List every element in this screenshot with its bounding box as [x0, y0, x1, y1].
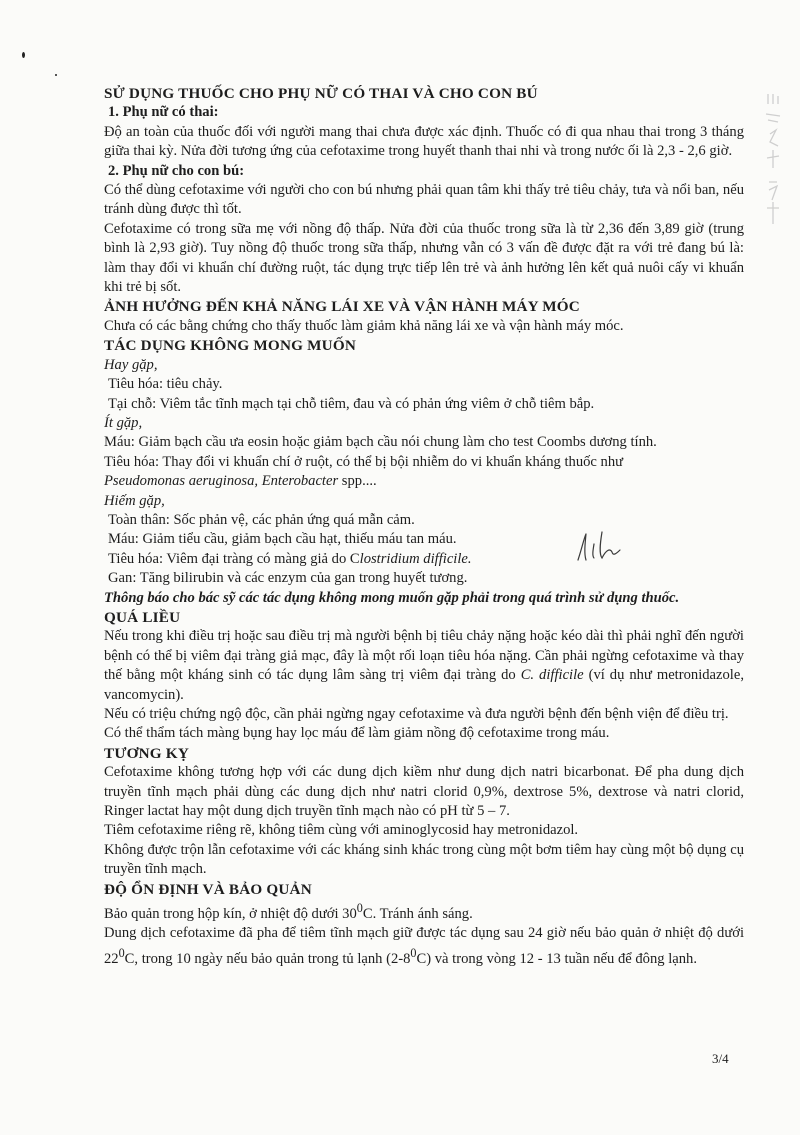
bacteria-spp: spp.... — [338, 473, 377, 490]
paragraph-driving: Chưa có các bằng chứng cho thấy thuốc làm giảm khả năng lái xe và vận hành máy móc. — [104, 317, 624, 334]
solution-text-b: C, trong 10 ngày nếu bảo quản trong tủ lạnh (2-8 — [124, 950, 411, 967]
effect-common-gi: Tiêu hóa: tiêu chảy. — [108, 376, 223, 393]
paragraph-overdose-dialysis: Có thể thẩm tách màng bụng hay lọc máu để làm giảm nồng độ cefotaxime trong máu. — [104, 725, 610, 742]
storage-text-a: Bảo quản trong hộp kín, ở nhiệt độ dưới 30 — [104, 905, 357, 922]
overdose-text-c: (ví dụ như metronidazole, vancomycin). — [104, 667, 744, 703]
margin-stamp-faint — [760, 90, 786, 230]
bacteria-names: Pseudomonas aeruginosa, Enterobacter — [104, 473, 339, 490]
overdose-text-a: Nếu trong khi điều trị hoặc sau điều trị mà người bệnh bị tiêu chảy nặng hoặc kéo dài thì phải nghĩ đến người bệnh có thể bị viêm đại tràng giả mạc, đây là một rối loạn tiêu hóa nặng. Cần phải ngừng cefotaxime và thay thế bằng một kháng sinh có tác dụng lâm sàng trị viêm đại tràng do — [104, 628, 744, 684]
effect-rare-gi — [104, 550, 744, 569]
paragraph-pregnancy-safety: Độ an toàn của thuốc đối với người mang thai chưa được xác định. Thuốc có đi qua nhau thai trong 3 tháng giữa thai kỳ. Nửa đời tương ứng của cefotaxime trong huyết thanh thai nhi và trong nước ối là 2,3 - 2,6 giờ. — [104, 123, 744, 160]
solution-text-a: Dung dịch cefotaxime đã pha để tiêm tĩnh mạch giữ được tác dụng sau 24 giờ nếu bảo quản ở nhiệt độ dưới 22 — [104, 925, 744, 967]
handwritten-initials — [572, 530, 624, 566]
section-heading-adverse-effects: TÁC DỤNG KHÔNG MONG MUỐN — [104, 337, 357, 355]
frequency-common: Hay gặp, — [104, 356, 158, 373]
paragraph-storage-conditions — [104, 899, 744, 924]
frequency-uncommon: Ít gặp, — [104, 414, 143, 431]
paragraph-breast-milk: Cefotaxime có trong sữa mẹ với nồng độ thấp. Nửa đời của thuốc trong sữa là từ 2,36 đến 3,89 giờ (trung bình là 2,93 giờ). Tuy nồng độ thuốc trong sữa thấp, nhưng vẫn có 3 vấn đề được đặt ra với trẻ đang bú là: làm thay đổi vi khuẩn chí đường ruột, tác dụng trực tiếp lên trẻ và ảnh hưởng lên kết quả nuôi cấy vi khuẩn khi trẻ bị sốt. — [104, 220, 744, 296]
paragraph-storage-solution — [104, 924, 744, 969]
paragraph-incompat-alkaline: Cefotaxime không tương hợp với các dung dịch kiềm như dung dịch natri bicarbonat. Để pha dung dịch truyền tĩnh mạch phải dùng các dung dịch như natri clorid 0,9%, dextrose 5%, dextrose và natri clorid, Ringer lactat hay một dung dịch truyền tĩnh mạch nào có pH từ 5 – 7. — [104, 764, 744, 820]
effect-rare-blood: Máu: Giảm tiểu cầu, giảm bạch cầu hạt, thiếu máu tan máu. — [108, 531, 457, 548]
paragraph-overdose-colitis — [104, 627, 744, 705]
section-heading-storage: ĐỘ ỔN ĐỊNH VÀ BẢO QUẢN — [104, 880, 312, 898]
section-heading-driving: ẢNH HƯỞNG ĐẾN KHẢ NĂNG LÁI XE VÀ VẬN HÀNH MÁY MÓC — [104, 298, 580, 316]
c-difficile-name: C. difficile — [520, 667, 584, 684]
solution-text-c: C) và trong vòng 12 - 13 tuần nếu để đông lạnh. — [416, 950, 697, 967]
clostridium-name: lostridium difficile. — [359, 550, 472, 567]
scan-speck — [55, 74, 57, 76]
degree-sup-2: 0 — [410, 945, 417, 960]
section-heading-overdose: QUÁ LIỀU — [104, 608, 181, 626]
frequency-rare: Hiếm gặp, — [104, 492, 165, 509]
page-number: 3/4 — [712, 1051, 729, 1066]
effect-rare-gi-text: Tiêu hóa: Viêm đại tràng có màng giả do C — [108, 550, 360, 567]
scan-speck — [22, 52, 25, 58]
effect-uncommon-blood: Máu: Giảm bạch cầu ưa eosin hoặc giảm bạch cầu nói chung làm cho test Coombs dương tính. — [104, 434, 657, 451]
degree-sup: 0 — [356, 901, 363, 916]
effect-rare-liver: Gan: Tăng bilirubin và các enzym của gan trong huyết tương. — [108, 570, 468, 587]
subheading-breastfeeding: 2. Phụ nữ cho con bú: — [108, 162, 245, 179]
degree-sup-1: 0 — [118, 945, 125, 960]
storage-text-b: C. Tránh ánh sáng. — [362, 905, 473, 922]
paragraph-overdose-poisoning: Nếu có triệu chứng ngộ độc, cần phải ngừng ngay cefotaxime và đưa người bệnh đến bệnh viện để điều trị. — [104, 706, 729, 722]
effect-common-local: Tại chỗ: Viêm tắc tĩnh mạch tại chỗ tiêm, đau và có phản ứng viêm ở chỗ tiêm bắp. — [108, 395, 595, 412]
section-heading-pregnancy: SỬ DỤNG THUỐC CHO PHỤ NỮ CÓ THAI VÀ CHO CON BÚ — [104, 85, 538, 102]
effect-rare-systemic: Toàn thân: Sốc phản vệ, các phản ứng quá mẫn cảm. — [108, 511, 415, 528]
notice-report-doctor: Thông báo cho bác sỹ các tác dụng không mong muốn gặp phải trong quá trình sử dụng thuốc. — [104, 589, 680, 606]
paragraph-incompat-separate: Tiêm cefotaxime riêng rẽ, không tiêm cùng với aminoglycosid hay metronidazol. — [104, 822, 579, 839]
paragraph-breastfeeding-use: Có thể dùng cefotaxime với người cho con bú nhưng phải quan tâm khi thấy trẻ tiêu chảy, tưa và nổi ban, nếu tránh dùng được thì tốt. — [104, 182, 744, 218]
effect-uncommon-gi — [104, 453, 744, 492]
section-heading-incompatibility: TƯƠNG KỴ — [104, 744, 189, 762]
paragraph-incompat-mixing: Không được trộn lẫn cefotaxime với các kháng sinh khác trong cùng một bơm tiêm hay cùng một bộ dụng cụ truyền tĩnh mạch. — [104, 841, 744, 878]
document-body — [104, 84, 744, 969]
effect-uncommon-gi-text: Tiêu hóa: Thay đổi vi khuẩn chí ở ruột, có thể bị bội nhiễm do vi khuẩn kháng thuốc như — [104, 453, 624, 470]
subheading-pregnant-women: 1. Phụ nữ có thai: — [108, 104, 219, 121]
